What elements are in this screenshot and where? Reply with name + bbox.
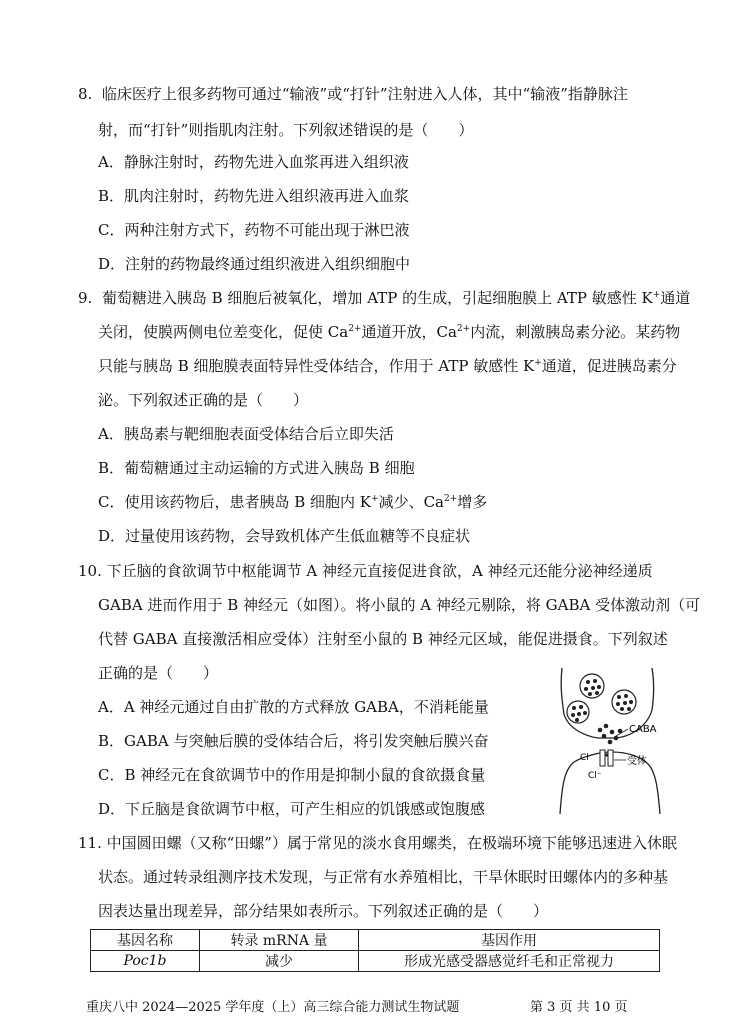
q8-option-a: A．静脉注射时，药物先进入血浆再进入组织液 [98, 153, 409, 171]
q9-option-d: D．过量使用该药物，会导致机体产生低血糖等不良症状 [98, 527, 471, 545]
table-cell: Poc1b [91, 951, 200, 972]
q8-stem-line-2: 射，而“打针”则指肌肉注射。下列叙述错误的是（ ） [98, 121, 474, 139]
q10-stem-line-1: 10. 下丘脑的食欲调节中枢能调节 A 神经元直接促进食欲，A 神经元还能分泌神经递质 [78, 562, 653, 580]
gene-table [90, 929, 660, 972]
table-header-cell: 基因名称 [91, 930, 200, 951]
synapse-diagram [548, 666, 678, 816]
vesicle [580, 674, 604, 698]
footer-exam-title: 重庆八中 2024—2025 学年度（上）高三综合能力测试生物试题 [86, 1000, 460, 1015]
q9-option-c: C．使用该药物后，患者胰岛 B 细胞内 K+减少、$Ca^{2+}$增多 [98, 493, 488, 511]
q8-option-d: D．注射的药物最终通过组织液进入组织细胞中 [98, 255, 411, 273]
q9-stem-line-4: 泌。下列叙述正确的是（ ） [98, 391, 309, 409]
q8-stem-line-1 [78, 84, 628, 104]
q10-number: 10. [78, 562, 102, 580]
label-receptor: 受体 [627, 756, 647, 767]
q9-option-a: A．胰岛素与靶细胞表面受体结合后立即失活 [98, 425, 394, 443]
q8-option-c: C．两种注射方式下，药物不可能出现于淋巴液 [98, 221, 410, 239]
table-cell: 减少 [200, 951, 359, 972]
footer-page-number: 第 3 页 共 10 页 [530, 1000, 628, 1015]
label-cl-top: Cl⁻ [580, 753, 594, 763]
label-cl-bottom: Cl⁻ [588, 771, 602, 781]
q9-stem-line-1: 9. 葡萄糖进入胰岛 B 细胞后被氧化，增加 ATP 的生成，引起细胞膜上 ATP 敏感性 K+通道 [78, 289, 691, 307]
table-row [91, 951, 660, 972]
q11-stem-line-1: 11. 中国圆田螺（又称“田螺”）属于常见的淡水食用螺类，在极端环境下能够迅速进入休眠 [78, 834, 677, 852]
label-gaba: CABA [629, 724, 657, 735]
q8-option-b: B．肌肉注射时，药物先进入组织液再进入血浆 [98, 187, 410, 205]
q10-stem-line-4: 正确的是（ ） [98, 664, 219, 682]
table-header-cell: 基因作用 [359, 930, 660, 951]
table-header-cell: 转录 mRNA 量 [200, 930, 359, 951]
q8-number: 8. [78, 85, 93, 103]
vesicle [612, 690, 636, 714]
q10-option-c: C．B 神经元在食欲调节中的作用是抑制小鼠的食欲摄食量 [98, 766, 486, 784]
gaba-molecules [598, 724, 623, 745]
q9-stem-line-2: 关闭，使膜两侧电位差变化，促使 $Ca^{2+}$通道开放，$Ca^{2+}$内流，刺激胰岛素分泌。某药物 [98, 323, 681, 341]
table-header-row [91, 930, 660, 951]
q9-stem-line-3: 只能与胰岛 B 细胞膜表面特异性受体结合，作用于 ATP 敏感性 K+通道，促进胰岛素分 [98, 357, 677, 375]
vesicle [567, 701, 589, 723]
q10-option-a: A．A 神经元通过自由扩散的方式释放 GABA，不消耗能量 [98, 698, 489, 716]
q11-number: 11. [78, 834, 102, 852]
q10-stem-line-3: 代替 GABA 直接激活相应受体）注射至小鼠的 B 神经元区域，能促进摄食。下列叙述 [98, 630, 668, 648]
q10-stem-line-2: GABA 进而作用于 B 神经元（如图）。将小鼠的 A 神经元剔除，将 GABA 受体激动剂（可 [98, 596, 701, 614]
q8-stem-text-1: 临床医疗上很多药物可通过“输液”或“打针”注射进入人体，其中“输液”指静脉注 [101, 85, 628, 103]
q11-stem-line-3: 因表达量出现差异，部分结果如表所示。下列叙述正确的是（ ） [98, 902, 549, 920]
q9-number: 9. [78, 289, 93, 307]
q9-option-b: B．葡萄糖通过主动运输的方式进入胰岛 B 细胞 [98, 459, 415, 477]
table-cell: 形成光感受器感觉纤毛和正常视力 [359, 951, 660, 972]
q11-stem-line-2: 状态。通过转录组测序技术发现，与正常有水养殖相比，干旱休眠时田螺体内的多种基 [98, 868, 669, 886]
q10-option-b: B．GABA 与突触后膜的受体结合后，将引发突触后膜兴奋 [98, 732, 489, 750]
q10-option-d: D．下丘脑是食欲调节中枢，可产生相应的饥饿感或饱腹感 [98, 800, 486, 818]
